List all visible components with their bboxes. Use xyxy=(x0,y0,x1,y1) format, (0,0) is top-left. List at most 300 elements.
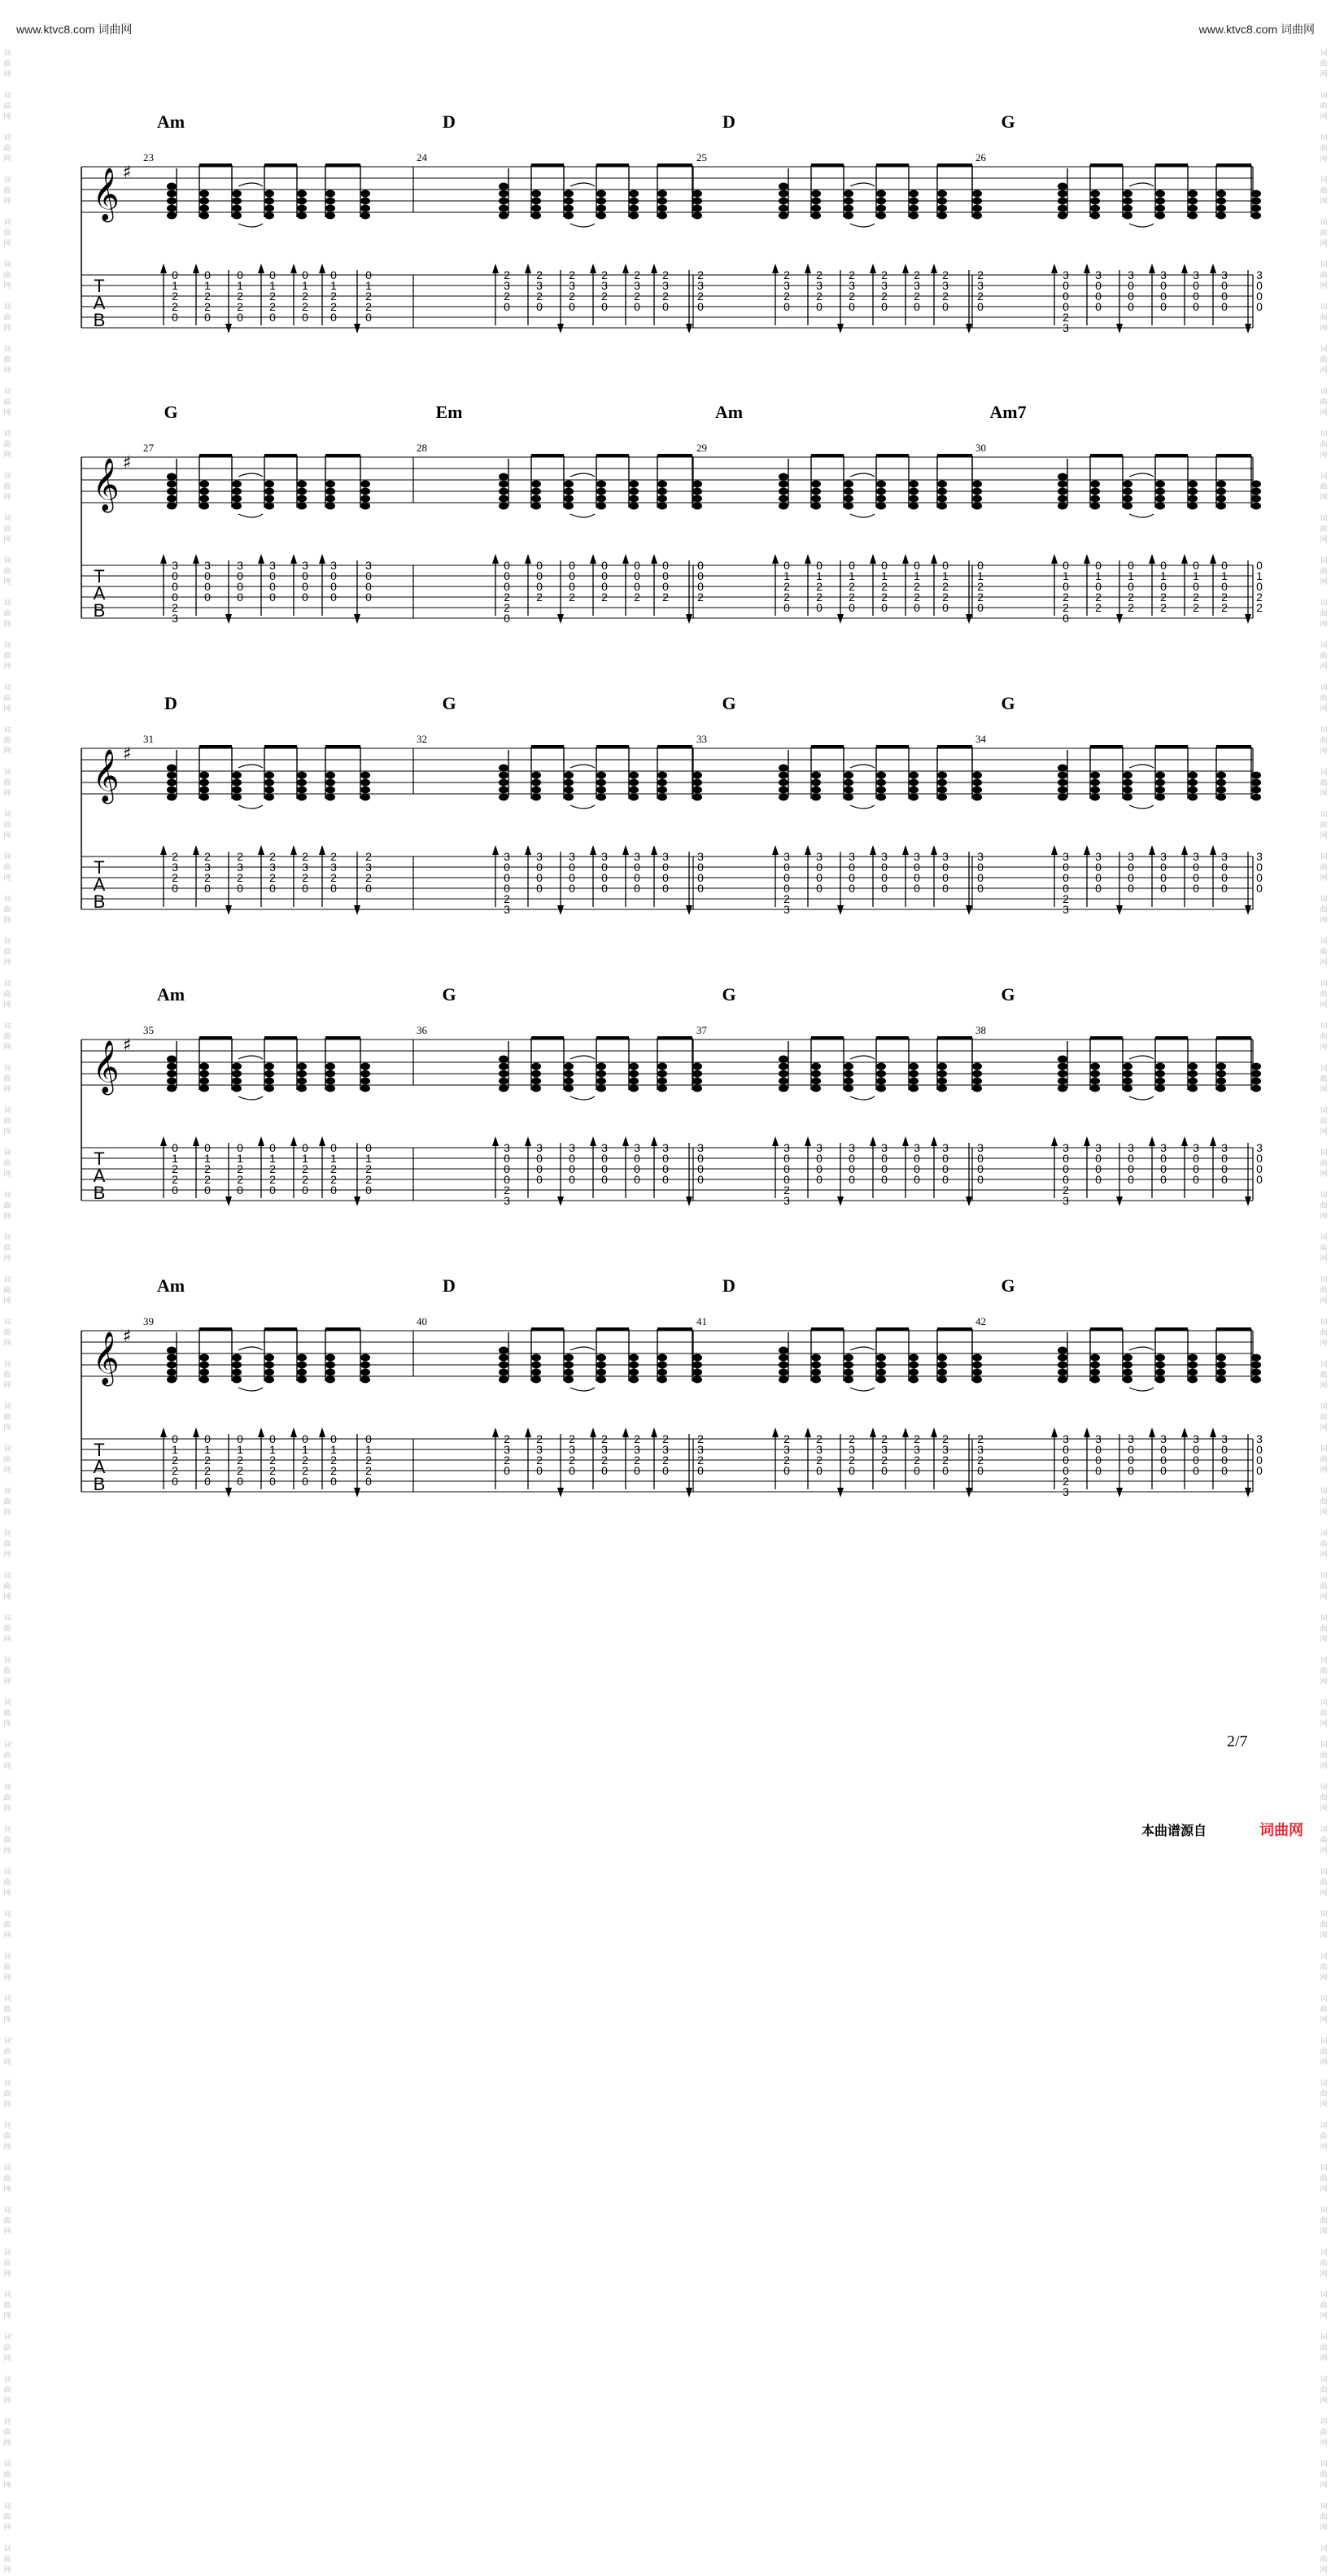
arrow-head-icon xyxy=(319,264,325,273)
notehead xyxy=(531,190,541,198)
fret-number: 2 xyxy=(942,290,949,303)
notehead xyxy=(779,190,788,198)
chord-name: G xyxy=(722,693,736,713)
notehead xyxy=(167,198,177,205)
notehead xyxy=(937,1085,947,1092)
arrow-head-icon xyxy=(525,264,531,273)
notehead xyxy=(531,1369,541,1376)
notehead xyxy=(199,1070,209,1078)
arrow-head-icon xyxy=(160,1427,167,1437)
fret-number: 2 xyxy=(1063,1183,1069,1196)
fret-number: 2 xyxy=(365,1464,372,1477)
fret-number: 2 xyxy=(269,300,276,313)
fret-number: 3 xyxy=(237,559,243,572)
notehead xyxy=(779,1063,788,1070)
fret-number: 2 xyxy=(302,290,308,303)
notehead xyxy=(657,495,667,503)
fret-number: 0 xyxy=(914,1173,920,1186)
fret-number: 0 xyxy=(1256,290,1263,303)
fret-number: 0 xyxy=(816,601,823,614)
fret-number: 2 xyxy=(302,1173,308,1186)
arrow-head-icon xyxy=(1051,845,1058,855)
notehead xyxy=(1058,787,1067,794)
fret-number: 3 xyxy=(1221,268,1228,281)
fret-number: 0 xyxy=(662,1464,669,1477)
notehead xyxy=(1216,1063,1226,1070)
fret-number: 0 xyxy=(849,1152,855,1165)
fret-number: 3 xyxy=(1221,850,1228,863)
arrow-head-icon xyxy=(1116,1196,1123,1206)
measure-37 xyxy=(696,984,984,1207)
fret-number: 0 xyxy=(1256,882,1263,895)
fret-number: 0 xyxy=(330,1475,337,1488)
fret-number: 0 xyxy=(942,300,949,313)
fret-number: 2 xyxy=(204,1454,211,1467)
arrow-head-icon xyxy=(805,845,811,855)
fret-number: 2 xyxy=(1095,591,1102,604)
notehead xyxy=(1123,488,1132,495)
fret-number: 1 xyxy=(302,279,308,292)
notehead xyxy=(779,495,788,503)
notehead xyxy=(499,198,508,205)
notehead xyxy=(1058,794,1067,801)
fret-number: 2 xyxy=(816,1454,823,1467)
fret-number: 0 xyxy=(172,268,178,281)
fret-number: 0 xyxy=(977,1152,984,1165)
notehead xyxy=(167,1063,177,1070)
fret-number: 2 xyxy=(172,300,178,313)
fret-number: 0 xyxy=(302,1432,308,1445)
fret-number: 2 xyxy=(942,1454,949,1467)
site-header-right: www.ktvc8.com 词曲网 xyxy=(1198,23,1315,36)
fret-number: 3 xyxy=(849,1141,855,1154)
fret-number: 0 xyxy=(697,1173,704,1186)
fret-number: 2 xyxy=(1256,601,1263,614)
fret-number: 3 xyxy=(1221,1432,1228,1445)
notehead xyxy=(1058,205,1067,212)
notehead xyxy=(360,212,370,220)
chord-name: D xyxy=(443,1275,456,1296)
notehead xyxy=(779,1347,788,1354)
notehead xyxy=(360,205,370,212)
notehead xyxy=(360,503,370,510)
notehead xyxy=(1251,1354,1261,1362)
notehead xyxy=(811,1354,821,1362)
arrow-head-icon xyxy=(492,554,499,564)
fret-number: 3 xyxy=(1128,1141,1134,1154)
notehead xyxy=(499,481,508,488)
fret-number: 2 xyxy=(1221,591,1228,604)
notehead xyxy=(692,212,702,220)
tab-letter: B xyxy=(93,891,106,912)
arrow-head-icon xyxy=(258,1427,264,1437)
notehead xyxy=(909,1376,919,1384)
fret-number: 1 xyxy=(330,1152,337,1165)
fret-number: 2 xyxy=(204,850,211,863)
fret-number: 2 xyxy=(816,1432,823,1445)
page-number: 2/7 xyxy=(1227,1733,1248,1750)
fret-number: 0 xyxy=(1063,1162,1069,1175)
arrow-head-icon xyxy=(837,1488,844,1497)
fret-number: 2 xyxy=(237,290,243,303)
arrow-head-icon xyxy=(1116,324,1123,333)
fret-number: 2 xyxy=(849,290,855,303)
arrow-head-icon xyxy=(193,1427,199,1437)
fret-number: 0 xyxy=(269,1141,276,1154)
notehead xyxy=(779,787,788,794)
fret-number: 2 xyxy=(172,1162,178,1175)
arrow-head-icon xyxy=(1245,614,1251,624)
notehead xyxy=(167,212,177,220)
fret-number: 2 xyxy=(302,871,308,884)
arrow-head-icon xyxy=(902,1136,909,1146)
fret-number: 2 xyxy=(365,1454,372,1467)
fret-number: 3 xyxy=(977,1141,984,1154)
notehead xyxy=(531,1070,541,1078)
chord-name: G xyxy=(442,693,456,713)
notehead xyxy=(199,779,209,787)
fret-number: 2 xyxy=(504,1432,510,1445)
arrow-head-icon xyxy=(772,264,779,273)
notehead xyxy=(779,212,788,220)
notehead xyxy=(1251,1376,1261,1384)
fret-number: 0 xyxy=(569,1464,575,1477)
arrow-head-icon xyxy=(870,554,876,564)
fret-number: 0 xyxy=(914,861,920,874)
fret-number: 0 xyxy=(1095,1443,1102,1456)
fret-number: 0 xyxy=(1160,1162,1167,1175)
notehead xyxy=(1251,481,1261,488)
notehead xyxy=(1188,205,1198,212)
fret-number: 2 xyxy=(204,871,211,884)
fret-number: 2 xyxy=(237,1464,243,1477)
arrow-head-icon xyxy=(686,614,692,624)
notehead xyxy=(1058,1070,1067,1078)
fret-number: 0 xyxy=(569,300,575,313)
notehead xyxy=(937,1063,947,1070)
fret-number: 3 xyxy=(1256,850,1263,863)
arrow-head-icon xyxy=(651,554,657,564)
notehead xyxy=(596,495,606,503)
fret-number: 0 xyxy=(942,559,949,572)
notehead xyxy=(844,1063,853,1070)
notehead xyxy=(811,1085,821,1092)
arrow-head-icon xyxy=(590,1427,596,1437)
arrow-head-icon xyxy=(525,554,531,564)
fret-number: 0 xyxy=(172,882,178,895)
notehead xyxy=(167,787,177,794)
fret-number: 2 xyxy=(1063,1475,1069,1488)
fret-number: 3 xyxy=(365,861,372,874)
fret-number: 0 xyxy=(881,871,888,884)
fret-number: 0 xyxy=(536,580,543,593)
fret-number: 0 xyxy=(504,882,510,895)
notehead xyxy=(629,1085,639,1092)
arrow-head-icon xyxy=(1210,554,1216,564)
notehead xyxy=(1188,1063,1198,1070)
arrow-head-icon xyxy=(1149,1427,1155,1437)
system-2 xyxy=(81,402,1263,625)
notehead xyxy=(811,794,821,801)
fret-number: 0 xyxy=(1128,1464,1134,1477)
fret-number: 2 xyxy=(204,290,211,303)
arrow-head-icon xyxy=(160,845,167,855)
fret-number: 0 xyxy=(1128,1173,1134,1186)
arrow-head-icon xyxy=(354,905,360,915)
notehead xyxy=(1058,1354,1067,1362)
notehead xyxy=(937,772,947,779)
notehead xyxy=(1216,495,1226,503)
notehead xyxy=(937,1078,947,1085)
fret-number: 3 xyxy=(1063,1485,1069,1498)
notehead xyxy=(811,503,821,510)
tie xyxy=(238,1347,263,1350)
notehead xyxy=(1155,190,1165,198)
notehead xyxy=(167,1347,177,1354)
tie xyxy=(570,183,595,186)
measure-39 xyxy=(143,1275,413,1497)
arrow-head-icon xyxy=(1051,554,1058,564)
arrow-head-icon xyxy=(1149,554,1155,564)
notehead xyxy=(972,212,982,220)
fret-number: 0 xyxy=(1193,580,1199,593)
notehead xyxy=(1090,190,1100,198)
fret-number: 0 xyxy=(1095,279,1102,292)
notehead xyxy=(596,794,606,801)
notehead xyxy=(232,794,242,801)
notehead xyxy=(692,1354,702,1362)
arrow-head-icon xyxy=(258,1136,264,1146)
fret-number: 0 xyxy=(783,1464,790,1477)
fret-number: 0 xyxy=(330,1183,337,1196)
notehead xyxy=(1188,1070,1198,1078)
fret-number: 0 xyxy=(697,882,704,895)
arrow-head-icon xyxy=(622,1136,629,1146)
fret-number: 0 xyxy=(569,559,575,572)
tie xyxy=(570,765,595,768)
notehead xyxy=(876,1070,886,1078)
notehead xyxy=(844,488,853,495)
notehead xyxy=(232,1070,242,1078)
notehead xyxy=(360,1078,370,1085)
arrow-head-icon xyxy=(492,845,499,855)
system-5 xyxy=(81,1275,1263,1498)
arrow-head-icon xyxy=(805,1427,811,1437)
notehead xyxy=(657,503,667,510)
notehead xyxy=(596,1070,606,1078)
arrow-head-icon xyxy=(258,845,264,855)
notehead xyxy=(199,190,209,198)
notehead xyxy=(937,495,947,503)
notehead xyxy=(360,779,370,787)
notehead xyxy=(297,190,307,198)
fret-number: 0 xyxy=(1128,580,1134,593)
fret-number: 0 xyxy=(1128,300,1134,313)
arrow-head-icon xyxy=(193,845,199,855)
notehead xyxy=(811,212,821,220)
arrow-head-icon xyxy=(225,324,232,333)
notehead xyxy=(297,1078,307,1085)
fret-number: 0 xyxy=(1160,279,1167,292)
notehead xyxy=(1216,1070,1226,1078)
fret-number: 2 xyxy=(816,268,823,281)
fret-number: 2 xyxy=(269,1173,276,1186)
notehead xyxy=(629,1369,639,1376)
notehead xyxy=(1090,779,1100,787)
arrow-head-icon xyxy=(837,324,844,333)
notehead xyxy=(692,772,702,779)
fret-number: 0 xyxy=(237,1183,243,1196)
fret-number: 3 xyxy=(504,850,510,863)
fret-number: 3 xyxy=(783,850,790,863)
fret-number: 0 xyxy=(1221,1454,1228,1467)
notehead xyxy=(1123,1354,1132,1362)
fret-number: 0 xyxy=(849,882,855,895)
fret-number: 3 xyxy=(662,850,669,863)
fret-number: 2 xyxy=(783,1183,790,1196)
arrow-head-icon xyxy=(805,554,811,564)
fret-number: 2 xyxy=(1063,601,1069,614)
fret-number: 2 xyxy=(569,591,575,604)
fret-number: 0 xyxy=(204,1432,211,1445)
tie xyxy=(1129,183,1154,186)
notehead xyxy=(909,1063,919,1070)
notehead xyxy=(199,481,209,488)
fret-number: 0 xyxy=(1256,279,1263,292)
notehead xyxy=(1216,488,1226,495)
notehead xyxy=(811,488,821,495)
fret-number: 0 xyxy=(569,580,575,593)
fret-number: 0 xyxy=(977,871,984,884)
notehead xyxy=(1090,212,1100,220)
fret-number: 0 xyxy=(330,591,337,604)
notehead xyxy=(972,503,982,510)
fret-number: 0 xyxy=(365,591,372,604)
fret-number: 0 xyxy=(977,1162,984,1175)
notehead xyxy=(811,190,821,198)
fret-number: 2 xyxy=(569,268,575,281)
notehead xyxy=(1090,495,1100,503)
notehead xyxy=(1090,772,1100,779)
tie xyxy=(570,473,595,477)
fret-number: 0 xyxy=(816,1173,823,1186)
tie xyxy=(570,1347,595,1350)
fret-number: 0 xyxy=(536,1464,543,1477)
fret-number: 1 xyxy=(1160,569,1167,582)
fret-number: 0 xyxy=(881,861,888,874)
notehead xyxy=(531,205,541,212)
fret-number: 0 xyxy=(942,1464,949,1477)
fret-number: 2 xyxy=(977,1432,984,1445)
fret-number: 2 xyxy=(914,268,920,281)
notehead xyxy=(937,1376,947,1384)
fret-number: 0 xyxy=(504,1152,510,1165)
notehead xyxy=(1058,503,1067,510)
notehead xyxy=(499,473,508,481)
tab-letter: A xyxy=(93,293,106,313)
notehead xyxy=(596,1354,606,1362)
notehead xyxy=(1058,212,1067,220)
chord-name: D xyxy=(164,693,177,713)
notehead xyxy=(564,1376,574,1384)
fret-number: 0 xyxy=(697,871,704,884)
notehead xyxy=(499,1369,508,1376)
fret-number: 3 xyxy=(330,861,337,874)
arrow-head-icon xyxy=(1210,1427,1216,1437)
notehead xyxy=(972,481,982,488)
notehead xyxy=(1058,1063,1067,1070)
notehead xyxy=(692,794,702,801)
notehead xyxy=(325,205,335,212)
fret-number: 0 xyxy=(849,559,855,572)
arrow-head-icon xyxy=(1149,264,1155,273)
notehead xyxy=(779,1085,788,1092)
arrow-head-icon xyxy=(354,1196,360,1206)
fret-number: 0 xyxy=(1221,861,1228,874)
fret-number: 3 xyxy=(269,861,276,874)
notehead xyxy=(167,794,177,801)
fret-number: 0 xyxy=(536,871,543,884)
notehead xyxy=(360,1369,370,1376)
notehead xyxy=(657,1362,667,1369)
notehead xyxy=(692,1078,702,1085)
notehead xyxy=(1216,190,1226,198)
fret-number: 0 xyxy=(977,882,984,895)
fret-number: 3 xyxy=(536,1141,543,1154)
arrow-head-icon xyxy=(525,1427,531,1437)
fret-number: 0 xyxy=(1221,580,1228,593)
fret-number: 0 xyxy=(816,861,823,874)
fret-number: 2 xyxy=(302,1162,308,1175)
fret-number: 3 xyxy=(1193,1141,1199,1154)
notehead xyxy=(1216,794,1226,801)
fret-number: 2 xyxy=(783,1432,790,1445)
fret-number: 0 xyxy=(662,1152,669,1165)
notehead xyxy=(564,1063,574,1070)
notehead xyxy=(811,481,821,488)
fret-number: 0 xyxy=(1063,1152,1069,1165)
notehead xyxy=(1090,503,1100,510)
notehead xyxy=(531,779,541,787)
notehead xyxy=(779,503,788,510)
fret-number: 0 xyxy=(697,569,704,582)
notehead xyxy=(199,1354,209,1362)
fret-number: 0 xyxy=(1256,1152,1263,1165)
notehead xyxy=(937,503,947,510)
fret-number: 0 xyxy=(634,569,640,582)
fret-number: 2 xyxy=(569,1454,575,1467)
fret-number: 2 xyxy=(237,300,243,313)
fret-number: 2 xyxy=(237,871,243,884)
fret-number: 0 xyxy=(237,882,243,895)
fret-number: 2 xyxy=(601,1454,608,1467)
sharp-icon: ♯ xyxy=(122,163,132,183)
notehead xyxy=(360,1376,370,1384)
notehead xyxy=(779,794,788,801)
fret-number: 3 xyxy=(1256,1432,1263,1445)
notehead xyxy=(1155,1085,1165,1092)
arrow-head-icon xyxy=(966,614,972,624)
notehead xyxy=(629,198,639,205)
system-4 xyxy=(81,984,1263,1207)
notehead xyxy=(564,1369,574,1376)
notehead xyxy=(232,1369,242,1376)
fret-number: 0 xyxy=(977,1173,984,1186)
chord-name: D xyxy=(722,111,735,132)
notehead xyxy=(1123,1070,1132,1078)
notehead xyxy=(264,1078,274,1085)
notehead xyxy=(264,794,274,801)
